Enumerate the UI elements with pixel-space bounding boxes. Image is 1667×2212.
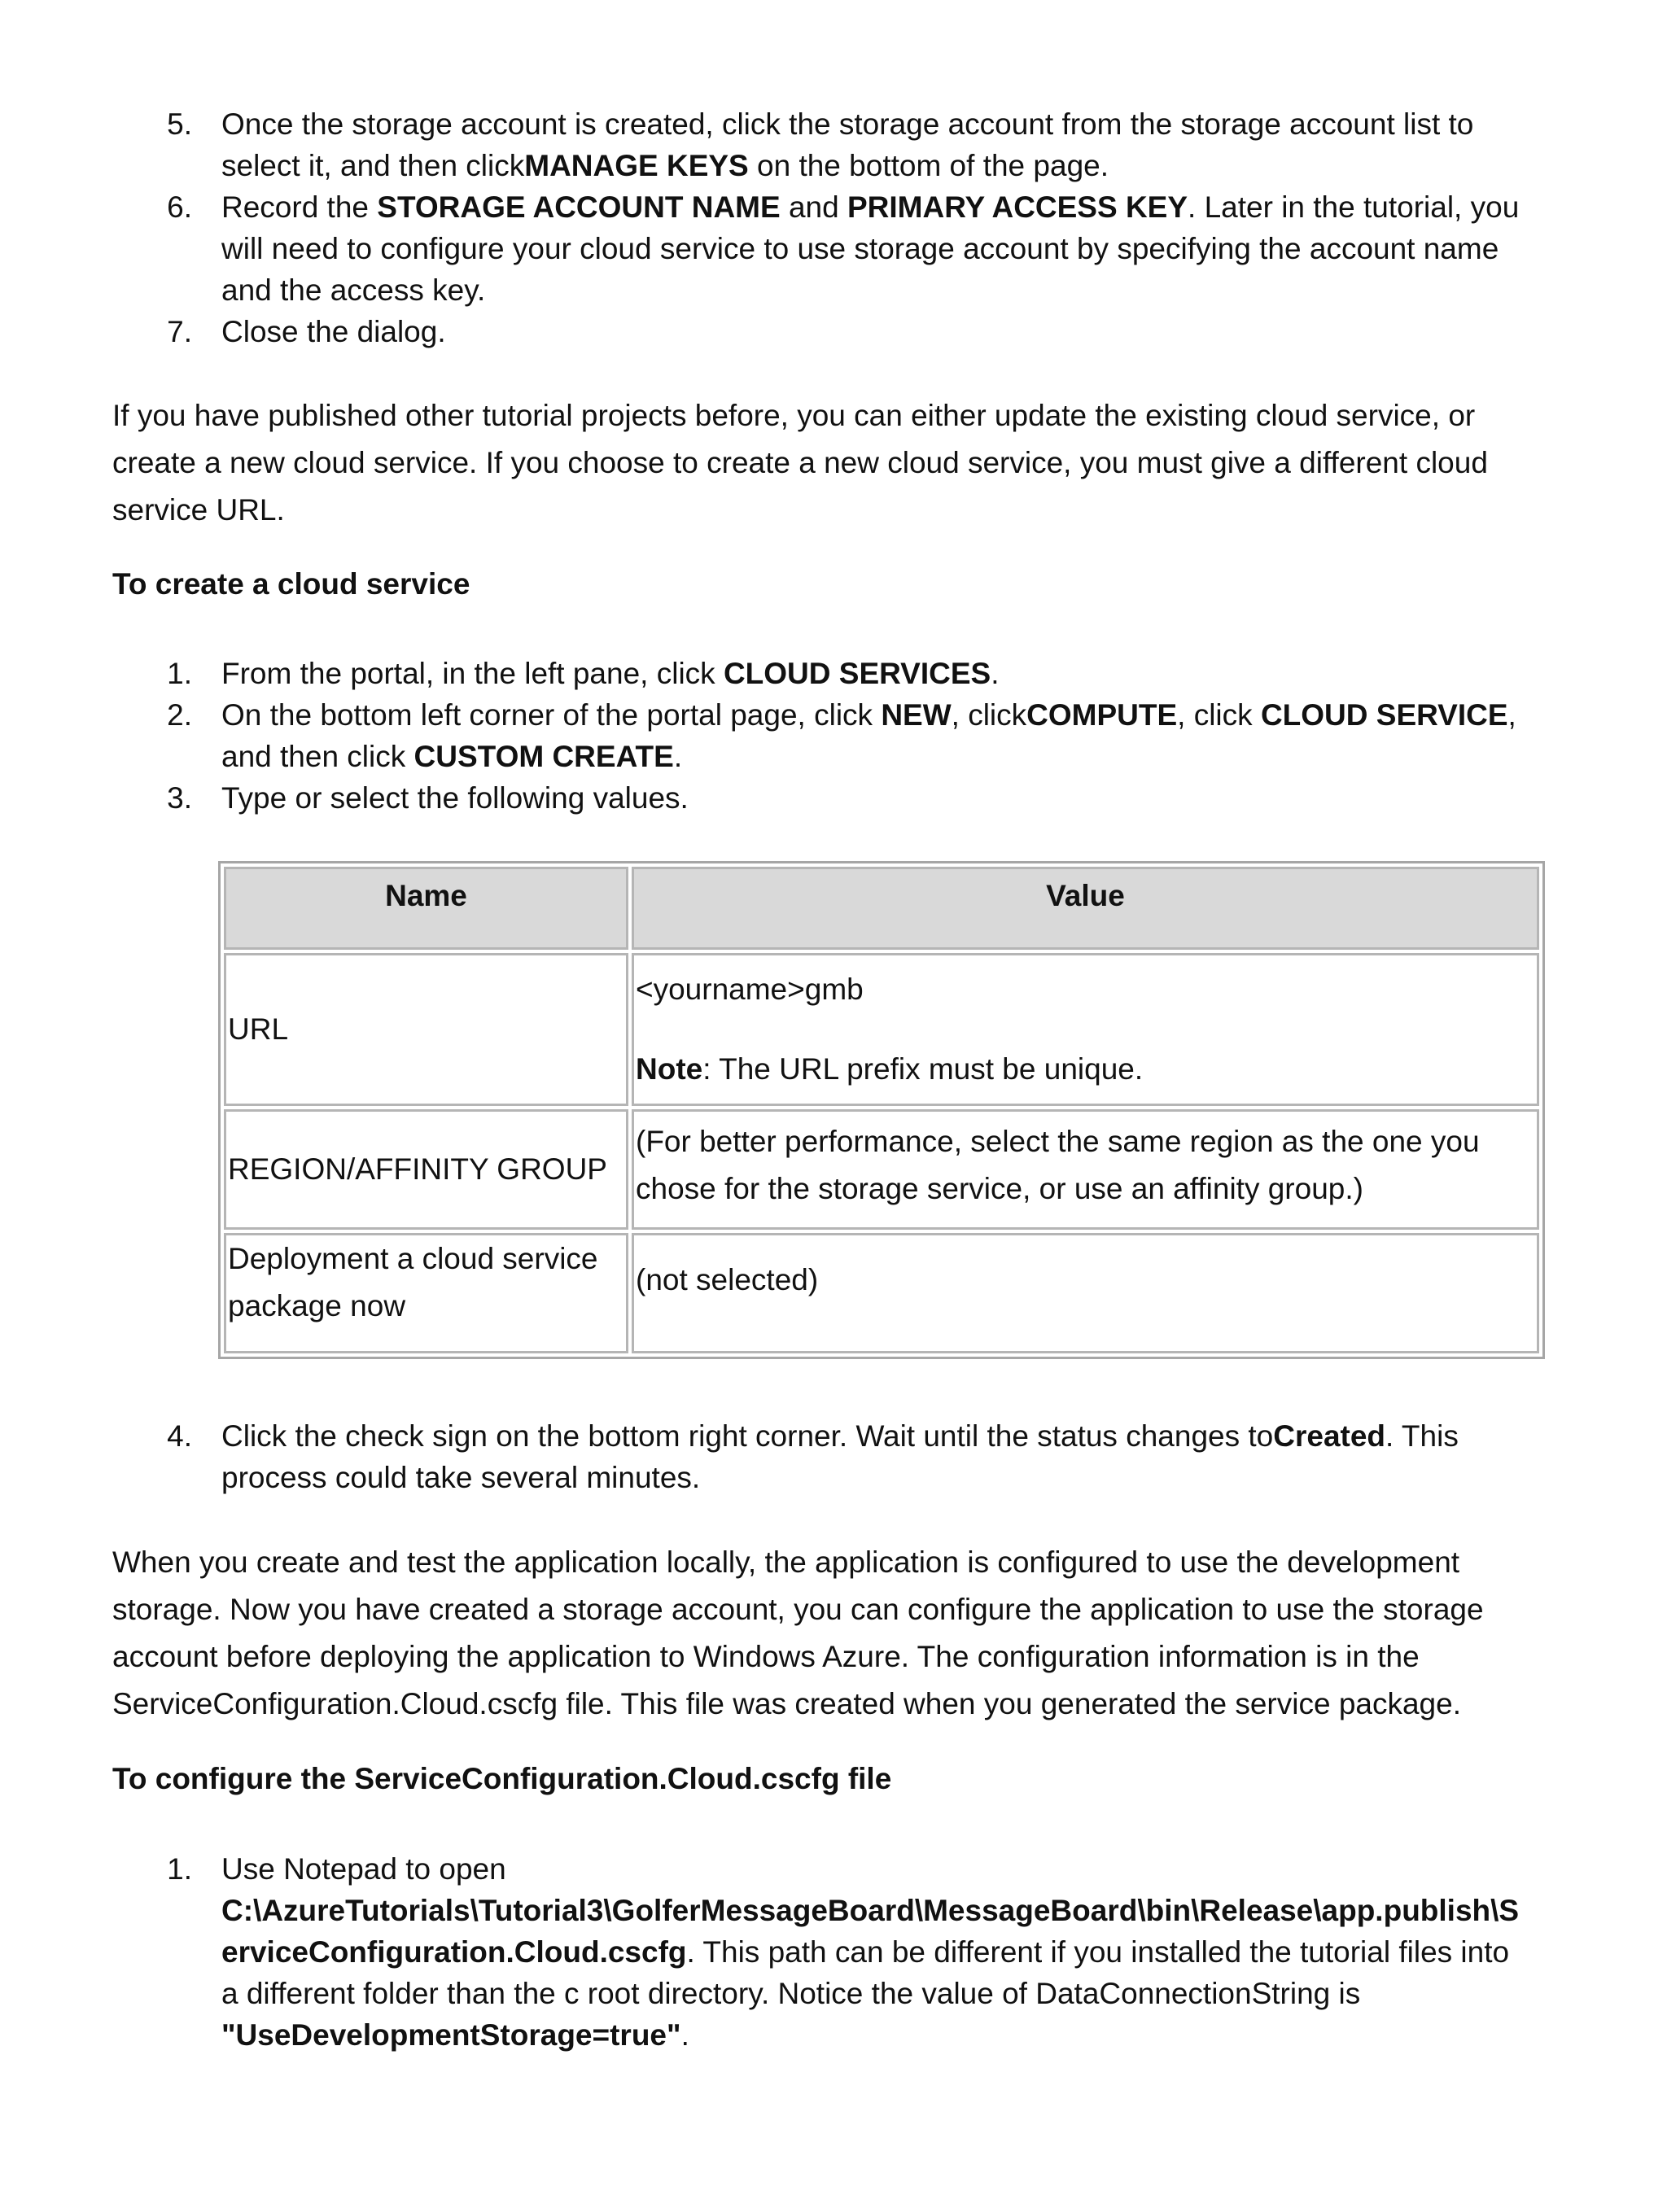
bold-term: STORAGE ACCOUNT NAME (377, 190, 781, 224)
bold-term: MANAGE KEYS (524, 149, 749, 182)
section-heading: To create a cloud service (112, 567, 470, 601)
bold-term: CUSTOM CREATE (413, 740, 674, 773)
list-number: 7. (167, 315, 192, 348)
list-item (221, 694, 1556, 777)
list-item-text: , and then click (221, 698, 1516, 773)
bold-term: COMPUTE (1026, 698, 1178, 732)
list-item-text: . (673, 740, 683, 773)
table-row (224, 1109, 1539, 1230)
values-table (218, 861, 1545, 1359)
list-number: 5. (167, 107, 192, 141)
list-item-text: . This process could take several minutes. (221, 1419, 1459, 1494)
list-number: 3. (167, 781, 192, 815)
list-item-text: , click (1177, 698, 1261, 732)
list-item (221, 103, 1556, 186)
table-cell-name: URL (224, 953, 628, 1106)
list-item-text: Use Notepad to open (221, 1852, 506, 1886)
paragraph: When you create and test the application locally, the application is configured to use the development storage. Now you have created a storage account, you can configure the application to use the storage account before deploying the application to Windows Azure. The configuration information is in the ServiceConfiguration.Cloud.cscfg file. This file was created when you generated the service package. (112, 1545, 1484, 1720)
list-item-text: . This path can be different if you installed the tutorial files into (686, 1935, 1510, 1969)
list-number: 2. (167, 698, 192, 732)
section-heading: To configure the ServiceConfiguration.Cloud.cscfg file (112, 1762, 892, 1795)
table-cell-value: (For better performance, select the same region as the one you chose for the storage service, or use an affinity group.) (632, 1109, 1539, 1230)
list-item-text: , click (951, 698, 1027, 732)
bold-term: "UseDevelopmentStorage=true" (221, 2018, 681, 2052)
list-item (221, 311, 1556, 352)
list-item-text: . (991, 657, 1000, 690)
list-item-text: . Later in the tutorial, you will need to configure your cloud service to use storage account by specifying the account name and the access key. (221, 190, 1520, 307)
list-item-text: on the bottom of the page. (748, 149, 1109, 182)
list-number: 1. (167, 657, 192, 690)
list-number: 1. (167, 1852, 192, 1886)
table-row (224, 953, 1539, 1106)
list-item-text: On the bottom left corner of the portal page, click (221, 698, 882, 732)
url-note (636, 1046, 1535, 1093)
list-number: 4. (167, 1419, 192, 1453)
list-item-text: From the portal, in the left pane, click (221, 657, 724, 690)
note-text: : The URL prefix must be unique. (702, 1052, 1144, 1086)
list-item (221, 777, 1556, 819)
list-item-text: and (780, 190, 847, 224)
column-header-value: Value (632, 867, 1539, 950)
table-cell-name: Deployment a cloud service package now (224, 1233, 628, 1353)
column-header-name: Name (224, 867, 628, 950)
bold-term: NEW (881, 698, 952, 732)
list-item-line (221, 2014, 1556, 2056)
list-item-text: . (680, 2018, 689, 2052)
list-item-text: Type or select the following values. (221, 781, 689, 815)
bold-term: CLOUD SERVICE (1260, 698, 1508, 732)
file-path: C:\AzureTutorials\Tutorial3\GolferMessageBoard\MessageBoard\bin\Release\app.publish\S (221, 1894, 1520, 1927)
table-cell-name: REGION/AFFINITY GROUP (224, 1109, 628, 1230)
table-cell-value: (not selected) (632, 1233, 1539, 1353)
file-path-continued: erviceConfiguration.Cloud.cscfg (221, 1935, 687, 1969)
list-item-line (221, 1931, 1556, 1973)
paragraph: If you have published other tutorial projects before, you can either update the existing cloud service, or create a new cloud service. If you choose to create a new cloud service, you must give a different cloud service URL. (112, 399, 1488, 527)
note-label: Note (636, 1052, 703, 1086)
list-item-text: Once the storage account is created, click the storage account from the storage account list to select it, and then click (221, 107, 1474, 182)
table-row (224, 1233, 1539, 1353)
table-cell-value (632, 953, 1539, 1106)
list-item (221, 1415, 1556, 1498)
list-item-text: Click the check sign on the bottom right corner. Wait until the status changes to (221, 1419, 1274, 1453)
bold-term: Created (1273, 1419, 1386, 1453)
list-item-text: Record the (221, 190, 378, 224)
list-item (221, 1848, 1556, 2056)
list-item-text: a different folder than the c root directory. Notice the value of DataConnectionString is (221, 1977, 1361, 2010)
list-item-text: Close the dialog. (221, 315, 446, 348)
list-item (221, 653, 1556, 694)
list-number: 6. (167, 190, 192, 224)
table-header-row (224, 867, 1539, 950)
bold-term: PRIMARY ACCESS KEY (847, 190, 1188, 224)
list-item (221, 186, 1556, 311)
url-value: <yourname>gmb (636, 973, 864, 1006)
bold-term: CLOUD SERVICES (723, 657, 991, 690)
